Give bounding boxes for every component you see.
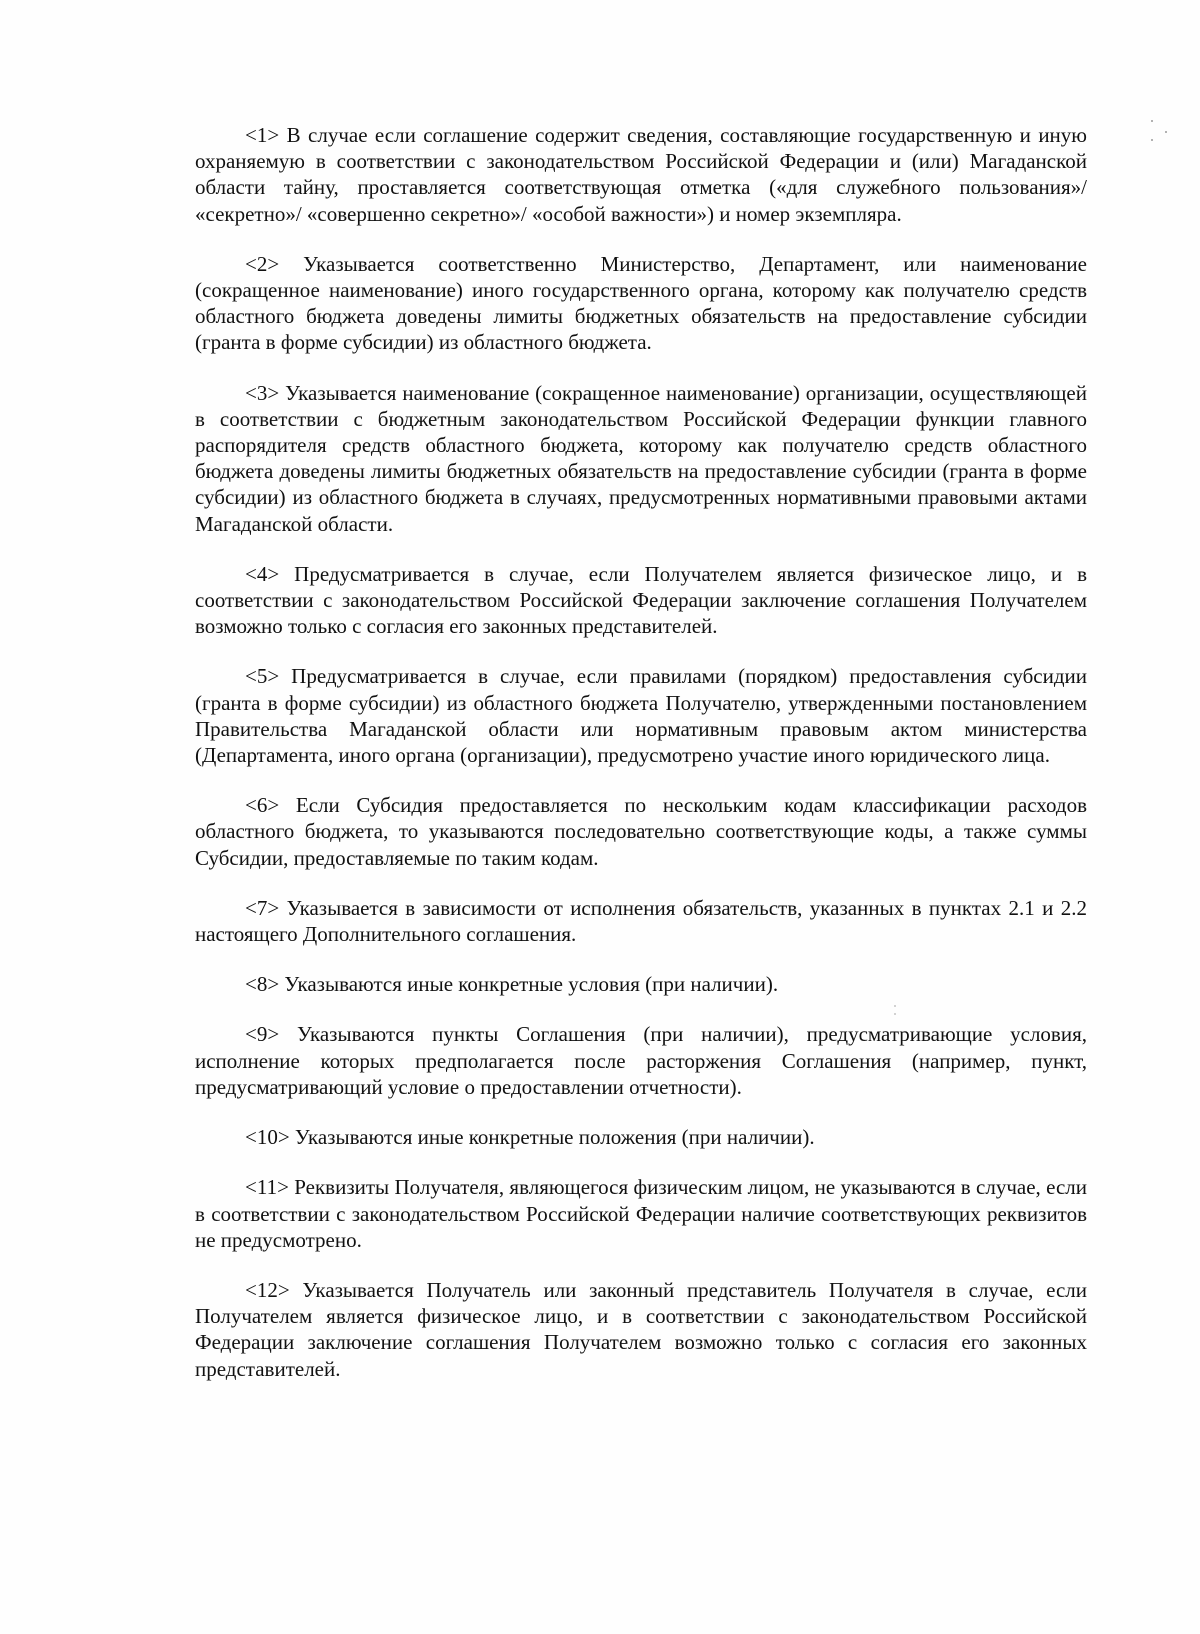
footnote-1: <1> В случае если соглашение содержит сведения, составляющие государственную и иную охраняемую в соответствии с законодательством Российской Федерации и (или) Магаданской области тайну, проставляется соответствующая отметка («для служебного пользования»/ «секретно»/ «совершенно секретно»/ «особой важности») и номер экземпляра. bbox=[195, 123, 1087, 226]
scan-speck bbox=[1165, 131, 1167, 133]
footnote-7: <7> Указывается в зависимости от исполнения обязательств, указанных в пунктах 2.1 и 2.2 настоящего Дополнительного соглашения. bbox=[195, 895, 1087, 947]
footnote-3: <3> Указывается наименование (сокращенное наименование) организации, осуществляющей в соответствии с бюджетным законодательством Российской Федерации функции главного распорядителя средств областного бюджета, которому как получателю средств областного бюджета доведены лимиты бюджетных обязательств на предоставление субсидии (гранта в форме субсидии) из областного бюджета в случаях, предусмотренных нормативными правовыми актами Магаданской области. bbox=[195, 380, 1087, 536]
footnotes-list bbox=[195, 122, 1087, 1406]
footnote-9: <9> Указываются пункты Соглашения (при наличии), предусматривающие условия, исполнение которых предполагается после расторжения Соглашения (например, пункт, предусматривающий условие о предоставлении отчетности). bbox=[195, 1022, 1087, 1099]
footnote-12: <12> Указывается Получатель или законный представитель Получателя в случае, если Получателем является физическое лицо, и в соответствии с законодательством Российской Федерации заключение соглашения Получателем возможно только с согласия его законных представителей. bbox=[195, 1277, 1087, 1381]
footnote-4: <4> Предусматривается в случае, если Получателем является физическое лицо, и в соответствии с законодательством Российской Федерации заключение соглашения Получателем возможно только с согласия его законных представителей. bbox=[195, 561, 1087, 639]
footnote-5: <5> Предусматривается в случае, если правилами (порядком) предоставления субсидии (гранта в форме субсидии) из областного бюджета Получателю, утвержденными постановлением Правительства Магаданской области или нормативным правовым актом министерства (Департамента, иного органа (организации), предусмотрено участие иного юридического лица. bbox=[195, 664, 1087, 768]
footnote-11: <11> Реквизиты Получателя, являющегося физическим лицом, не указываются в случае, если в соответствии с законодательством Российской Федерации наличие соответствующих реквизитов не предусмотрено. bbox=[195, 1175, 1087, 1252]
scan-speck bbox=[1151, 120, 1153, 122]
footnote-6: <6> Если Субсидия предоставляется по нескольким кодам классификации расходов областного бюджета, то указываются последовательно соответствующие коды, а также суммы Субсидии, предоставляемые по таким кодам. bbox=[195, 793, 1087, 870]
footnote-2: <2> Указывается соответственно Министерство, Департамент, или наименование (сокращенное наименование) иного государственного органа, которому как получателю средств областного бюджета доведены лимиты бюджетных обязательств на предоставление субсидии (гранта в форме субсидии) из областного бюджета. bbox=[195, 251, 1087, 355]
scan-speck bbox=[1151, 139, 1153, 141]
footnote-8: <8> Указываются иные конкретные условия (при наличии). bbox=[245, 972, 779, 997]
footnote-10: <10> Указываются иные конкретные положения (при наличии). bbox=[245, 1125, 815, 1150]
